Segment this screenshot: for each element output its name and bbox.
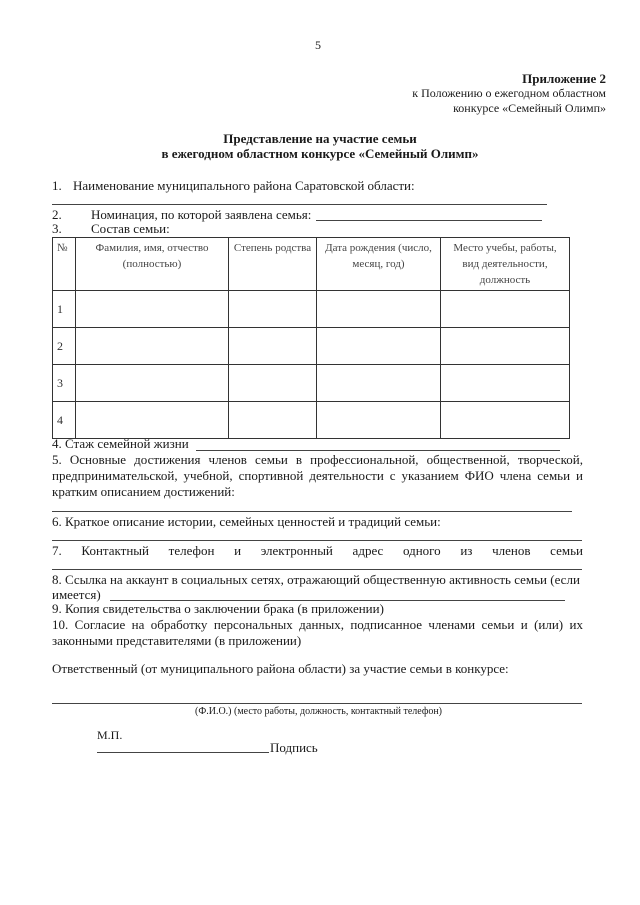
relation-cell	[229, 291, 317, 328]
signature-line	[97, 752, 269, 753]
name-cell	[76, 328, 229, 365]
birth-cell	[317, 365, 441, 402]
item-5-line-2: предпринимательской, учебной, спортивной деятельности с указанием ФИО члена семьи и	[52, 468, 583, 483]
relation-cell	[229, 365, 317, 402]
item-2-number: 2.	[52, 207, 62, 222]
table-row	[53, 365, 570, 402]
appendix-line-2: конкурсе «Семейный Олимп»	[453, 101, 606, 115]
table-row	[53, 402, 570, 439]
birth-cell	[317, 291, 441, 328]
birth-cell	[317, 402, 441, 439]
signature-label: Подпись	[270, 740, 318, 755]
header-relation: Степень родства	[229, 238, 317, 291]
item-6-text: 6. Краткое описание истории, семейных ценностей и традиций семьи:	[52, 514, 441, 529]
stamp-label: М.П.	[97, 728, 123, 742]
page-number: 5	[315, 38, 321, 52]
item-8-line-1: 8. Ссылка на аккаунт в социальных сетях, отражающий общественную активность семьи (если	[52, 572, 580, 587]
name-cell	[76, 365, 229, 402]
header-work-place: Место учебы, работы, вид деятельности, должность	[441, 238, 570, 291]
heading-line-1: Представление на участие семьи	[223, 131, 417, 146]
family-members-table	[52, 237, 570, 439]
item-2-fill-line	[316, 220, 542, 221]
relation-cell	[229, 402, 317, 439]
table-header-row	[53, 238, 570, 291]
work-cell	[441, 402, 570, 439]
item-9-text: 9. Копия свидетельства о заключении брака (в приложении)	[52, 601, 384, 616]
responsible-caption: (Ф.И.О.) (место работы, должность, контактный телефон)	[195, 706, 443, 717]
header-number: №	[53, 238, 76, 291]
item-3-number: 3.	[52, 221, 62, 236]
item-8-line-2: имеется)	[52, 587, 101, 602]
relation-cell	[229, 328, 317, 365]
item-4-fill-line	[196, 450, 560, 451]
item-10-line-1: 10. Согласие на обработку персональных данных, подписанное членами семьи и (или) их	[52, 617, 583, 632]
header-birth-date: Дата рождения (число, месяц, год)	[317, 238, 441, 291]
row-number: 4	[53, 402, 76, 439]
item-5-line-1: 5. Основные достижения членов семьи в профессиональной, общественной, творческой,	[52, 452, 583, 467]
item-7-fill-line	[52, 569, 582, 570]
item-4-text: 4. Стаж семейной жизни	[52, 436, 189, 451]
table-row	[53, 328, 570, 365]
item-7-text: 7. Контактный телефон и электронный адрес одного из членов семьи	[52, 543, 583, 558]
item-10-line-2: законными представителями (в приложении)	[52, 633, 302, 648]
item-2-text: Номинация, по которой заявлена семья:	[91, 207, 312, 222]
heading-line-2: в ежегодном областном конкурсе «Семейный Олимп»	[161, 146, 479, 161]
item-1-fill-line	[52, 204, 547, 205]
item-5-line-3: кратким описанием достижений:	[52, 484, 235, 499]
row-number: 2	[53, 328, 76, 365]
work-cell	[441, 291, 570, 328]
row-number: 1	[53, 291, 76, 328]
birth-cell	[317, 328, 441, 365]
work-cell	[441, 365, 570, 402]
item-6-fill-line	[52, 540, 582, 541]
item-1-text: Наименование муниципального района Саратовской области:	[73, 178, 415, 193]
appendix-title: Приложение 2	[522, 71, 606, 86]
responsible-text: Ответственный (от муниципального района области) за участие семьи в конкурсе:	[52, 661, 509, 676]
item-3-text: Состав семьи:	[91, 221, 170, 236]
item-5-fill-line	[52, 511, 572, 512]
item-1-number: 1.	[52, 178, 62, 193]
header-full-name: Фамилия, имя, отчество (полностью)	[76, 238, 229, 291]
appendix-line-1: к Положению о ежегодном областном	[412, 86, 606, 100]
responsible-fill-line	[52, 703, 582, 704]
name-cell	[76, 291, 229, 328]
name-cell	[76, 402, 229, 439]
table-row	[53, 291, 570, 328]
work-cell	[441, 328, 570, 365]
row-number: 3	[53, 365, 76, 402]
